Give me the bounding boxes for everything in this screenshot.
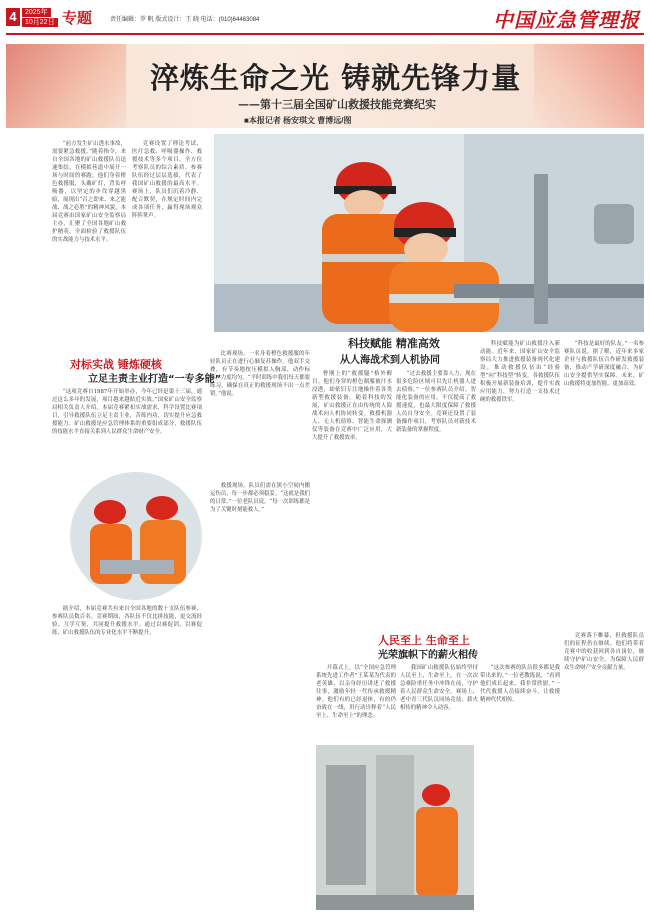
section2-column-2: “过去救援主要靠人力，现在很多危险区域可以先让机器人进去侦察。”一位参赛队员介绍。智能化装备的应用，不仅提高了救援速度，也最大限度保障了救援人员自身安全。竞赛还设置了装备操作项目，考察队员对新技术新装备的掌握程度。 — [396, 371, 476, 433]
section3-photo — [316, 745, 474, 910]
section2-column-4: “科技是最好的队友。”一名参赛队员说。据了解，近年来多家企业与救援队伍合作研发救援装备，推动产学研深度融合，为矿山安全提供坚实保障。未来，矿山救援将更加智能、更加高效。 — [564, 341, 644, 387]
section1-photo — [70, 472, 202, 600]
section3-column-4: 竞赛落下帷幕，但救援队员们的征程仍在继续。他们将带着竞赛中的收获回到各自岗位，继续守护矿山安全，为保障人民群众生命财产安全贡献力量。 — [564, 633, 644, 671]
section2-column-3: 科技赋能为矿山救援注入新动能。近年来，国家矿山安全监察局大力推进救援装备现代化建设，推动救援队伍由“经验型”向“科技型”转变。各救援队伍积极开展新装备培训，提升实战应用能力，努力打造一支技术过硬的救援铁军。 — [480, 341, 560, 403]
flag-decoration-left — [6, 44, 126, 128]
rescuers-illustration — [214, 134, 644, 332]
byline: ■本报记者 杨安琪文 曹博远/图 — [244, 116, 352, 125]
lead-column-1: “前方发生矿山透水事故，需要紧急救援。”随着指令，来自全国各地的矿山救援队员迅速集结，在模拟巷道中展开一场与时间的赛跑。他们身着橙色救援服，头戴矿灯，背负呼吸器，以坚定的步伐穿越黑暗，展现出“召之即来、来之能战、战之必胜”的精神风貌。本届竞赛由国家矿山安全监察局主办，汇聚了全国各地矿山救护精英，全面检验了救援队伍的实战能力与技术水平。 — [52, 141, 126, 243]
page-title: 淬炼生命之光 铸就先锋力量 — [150, 61, 522, 95]
section1-title: 对标实战 锤炼硬核 — [70, 358, 162, 371]
equipment-illustration — [316, 745, 474, 910]
issue-date: 10月22日 — [22, 18, 58, 27]
section3-column-3: “这次参赛的队员很多都是我带出来的。”一位老教练说，“看到他们成长起来，我非常欣慰。”一代代救援人员接续奋斗，让救援精神代代相传。 — [480, 665, 560, 703]
section1-column-1: “这项竞赛自1987年开始举办，今年已经是第十三届，通过这么多年的发展，项目越来越贴近实战。”国家矿山安全监察局相关负责人介绍。本届竞赛紧扣实战需求，科学设置比赛项目，引导救援队伍立足主责主业，苦练内功，切实提升应急救援能力。矿山救援是应急管理体系的重要组成部分，救援队伍的技能水平直接关系到人民群众生命财产安全。 — [52, 389, 202, 435]
header-rule — [6, 33, 644, 35]
section3-column-1: 开幕式上，以“全国应急管理系统先进工作者”王某某为代表的老英雄，以亲身经历讲述了救援往事，激励年轻一代传承救援精神。他们有的已经退休，有的仍奋战在一线，用行动诠释着“人民至上、生命至上”的理念。 — [316, 665, 396, 719]
lead-column-2: 竞赛设置了理论考试、医疗急救、呼吸器操作、救援技术等多个项目，全方位考察队员的综合素质。参赛队伍经过层层选拔，代表了我国矿山救援的最高水平。赛场上，队员们沉着冷静、配合默契，在规定时间内完成各项任务，赢得现场观众阵阵掌声。 — [132, 141, 202, 219]
section2-column-1: 曹刚上的“救援腿”格外醒目。他们身穿的橙色制服被汗水浸透，却依旧专注地操作着各类新型救援装备。随着科技的发展，矿山救援正在由传统的人海战术向人机协同转变。救援机器人、无人机侦察、智能生命探测仪等装备在竞赛中广泛应用，大大提升了救援效率。 — [312, 371, 392, 441]
section3-subtitle: 光荣旗帜下的薪火相传 — [378, 650, 478, 661]
page-header — [0, 0, 650, 34]
page-number: 4 — [6, 8, 20, 26]
training-illustration — [70, 472, 202, 600]
flag-decoration-right — [534, 44, 644, 128]
section1-column-2: 比赛现场，一名身着橙色救援服的年轻队员正在进行心肺复苏操作。他双手交叠，有节奏地按压模拟人胸部，动作标准、力度均匀。“平时训练中我们每天都要练习，确保在真正的救援现场不出一点差错。”他说。 — [210, 351, 310, 397]
main-photo — [214, 134, 644, 332]
section2-title: 科技赋能 精准高效 — [348, 337, 440, 350]
section1-subtitle: 立足主责主业打造“一专多能” — [88, 374, 222, 385]
section1-column-4: 救援现场，队员们需在狭小空间内搬运伤员，每一步都必须稳妥。“这就是我们的日常。”一位老队员说，“每一次训练都是为了关键时刻能救人。” — [210, 483, 310, 513]
newspaper-logo: 中国应急管理报 — [493, 8, 640, 32]
section3-column-2: 我国矿山救援队伍始终坚持人民至上、生命至上，在一次次急难险重任务中冲锋在前，守护着人民群众生命安全。赛场上，老中青三代队员同场竞技，薪火相传的精神令人动容。 — [400, 665, 478, 711]
section3-title: 人民至上 生命至上 — [378, 634, 470, 647]
section-name: 专题 — [62, 10, 93, 27]
section2-subtitle: 从人海战术到人机协同 — [340, 355, 440, 366]
page-subtitle: ——第十三届全国矿山救援技能竞赛纪实 — [238, 98, 436, 111]
section1-column-3: 据介绍，本届竞赛共有来自全国各地的数十支队伍参赛，参赛队员数百名。竞赛期间，各队伍不仅比拼技能，更交流经验、互学互鉴，共同提升救援水平。通过以赛促训、以赛促练，矿山救援队伍的专业化水平不断提升。 — [52, 606, 202, 636]
issue-year: 2025年 — [22, 8, 51, 17]
editor-credits: 责任编辑：罗 帆 版式设计：王 晓 电话：(010)64463084 — [110, 17, 260, 23]
